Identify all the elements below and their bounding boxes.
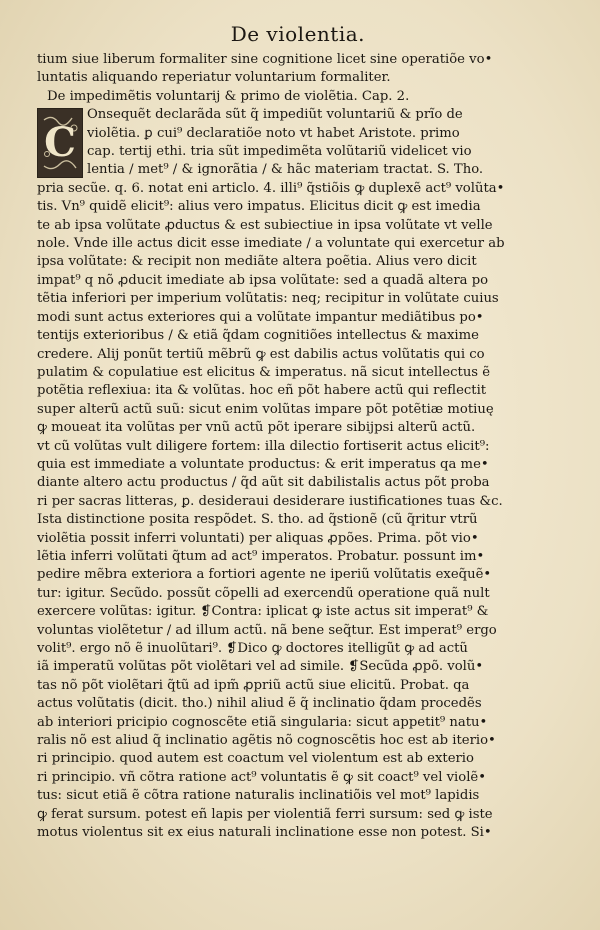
text-line: tium siue liberum formaliter sine cognitione licet sine operatiõe vo• [37, 52, 493, 67]
text-line: tas nõ põt violẽtari q̃tũ ad ipm̃ ꝓpriũ actũ siue elicitũ. Probat. qa [37, 677, 470, 693]
text-line: ralis nõ est aliud q̃ inclinatio agẽtis nõ cognoscẽtis hoc est ab iterio• [37, 733, 496, 749]
text-line: lentia / met⁹ / & ignorãtia / & hãc materiam tractat. S. Tho. [87, 162, 484, 178]
text-line: voluntas violẽtetur / ad illum actũ. nã bene seq̃tur. Est imperat⁹ ergo [37, 622, 497, 638]
text-line: impat⁹ q nõ ꝓducit imediate ab ipsa volũtate: sed a quadã altera po [37, 272, 489, 288]
text-line: tus: sicut etiã ẽ cõtra ratione naturalis inclinatiõis vel mot⁹ lapidis [37, 788, 480, 804]
text-line: violẽtia. ꝑ cui⁹ declaratiõe noto vt habet Aristote. primo [87, 125, 460, 141]
text-line: ꝙ ferat sursum. potest eñ lapis per violentiã ferri sursum: sed ꝙ iste [37, 806, 493, 822]
text-line: ab interiori pricipio cognoscẽte etiã singularia: sicut appetit⁹ natu• [37, 714, 488, 730]
text-line: tur: igitur. Secũdo. possũt cõpelli ad exercendũ operatione quã nult [37, 585, 490, 601]
initial-paragraph [37, 106, 565, 180]
text-line: luntatis aliquando reperiatur voluntarium formaliter. [37, 70, 391, 86]
text-line: diante altero actu productus / q̃d aũt sit dabilistalis actus põt proba [37, 475, 490, 491]
text-line: violẽtia possit inferri voluntati) per aliquas ꝓpões. Prima. põt vio• [37, 530, 479, 546]
text-line: modi sunt actus exteriores qui a volũtate impantur mediãtibus po• [37, 309, 484, 325]
text-line: motus violentus sit ex eius naturali inclinatione esse non potest. Si• [37, 825, 492, 841]
text-line: pulatim & copulatiue est elicitus & imperatus. nã sicut intellectus ẽ [37, 364, 491, 380]
running-head: De violentia. [230, 22, 365, 46]
text-line: exercere volũtas: igitur. ❡Contra: iplicat ꝙ iste actus sit imperat⁹ & [37, 604, 489, 620]
text-line: ri principio. vñ cõtra ratione act⁹ voluntatis ẽ ꝙ sit coact⁹ vel violẽ• [37, 769, 487, 785]
text-line: nole. Vnde ille actus dicit esse imediate / a voluntate qui exercetur ab [37, 236, 505, 252]
svg-text:C: C [44, 119, 76, 167]
text-line: vt cũ volũtas vult diligere fortem: illa dilectio fortiserit actus elicit⁹: [37, 438, 490, 454]
text-line: ri per sacras litteras, ꝑ. desideraui desiderare iustificationes tuas &c. [37, 493, 503, 509]
text-line: te ab ipsa volũtate ꝓductus & est subiectiue in ipsa volũtate vt velle [37, 217, 493, 233]
paragraph-continuation [37, 180, 565, 843]
text-line: ipsa volũtate: & recipit non mediãte altera poẽtia. Alius vero dicit [37, 254, 477, 270]
chapter-heading: De impedimẽtis voluntarij & primo de violẽtia. Cap. 2. [47, 88, 410, 104]
text-line: pria secũe. q. 6. notat eni articlo. 4. illi⁹ q̃stiõis ꝙ duplexẽ act⁹ volũta• [37, 180, 505, 196]
text-line: super alterũ actũ suũ: sicut enim volũtas impare põt potẽtiæ motiuę [37, 401, 494, 417]
text-line: tis. Vn⁹ quidẽ elicit⁹: alius vero impatus. Elicitus dicit ꝙ est imedia [37, 199, 481, 215]
text-line: Onsequẽt declarãda sũt q̃ impediũt voluntariũ & prĩo de [87, 107, 463, 123]
text-line: Ista distinctione posita respõdet. S. tho. ad q̃stionẽ (cũ q̃ritur vtrũ [37, 512, 478, 528]
initial-lines [87, 106, 565, 180]
text-line: volit⁹. ergo nõ ẽ inuolũtari⁹. ❡Dico ꝙ doctores itelligũt ꝙ ad actũ [37, 641, 468, 656]
text-line: pedire mẽbra exteriora a fortiori agente ne iperiũ volũtatis exeq̃uẽ• [37, 567, 492, 583]
text-line: credere. Alij ponũt tertiũ mẽbrũ ꝙ est dabilis actus volũtatis qui co [37, 346, 485, 362]
text-line: actus volũtatis (dicit. tho.) nihil aliud ẽ q̃ inclinatio q̃dam procedẽs [37, 696, 482, 712]
text-line: quia est immediate a voluntate productus: & erit imperatus qa me• [37, 456, 489, 472]
text-line: tentijs exterioribus / & etiã q̃dam cognitiões intellectus & maxime [37, 328, 479, 344]
text-line: iã imperatũ volũtas põt violẽtari vel ad simile. ❡Secũda ꝓpõ. volũ• [37, 659, 484, 675]
text-line: ri principio. quod autem est coactum vel violentum est ab exterio [37, 751, 474, 767]
text-line: potẽtia reflexiua: ita & volũtas. hoc eñ põt habere actũ qui reflectit [37, 383, 487, 399]
text-line: ꝙ moueat ita volũtas per vnũ actũ põt iperare sibijpsi alterũ actũ. [37, 420, 476, 436]
text-line: tẽtia inferiori per imperium volũtatis: neq; recipitur in volũtate cuius [37, 291, 499, 307]
decorated-initial-c-icon [37, 108, 83, 178]
text-line: cap. tertij ethi. tria sũt impedimẽta volũtariũ videlicet vio [87, 144, 472, 160]
text-line: lẽtia inferri volũtati q̃tum ad act⁹ imperatos. Probatur. possunt im• [37, 548, 485, 564]
body-text [37, 51, 565, 842]
